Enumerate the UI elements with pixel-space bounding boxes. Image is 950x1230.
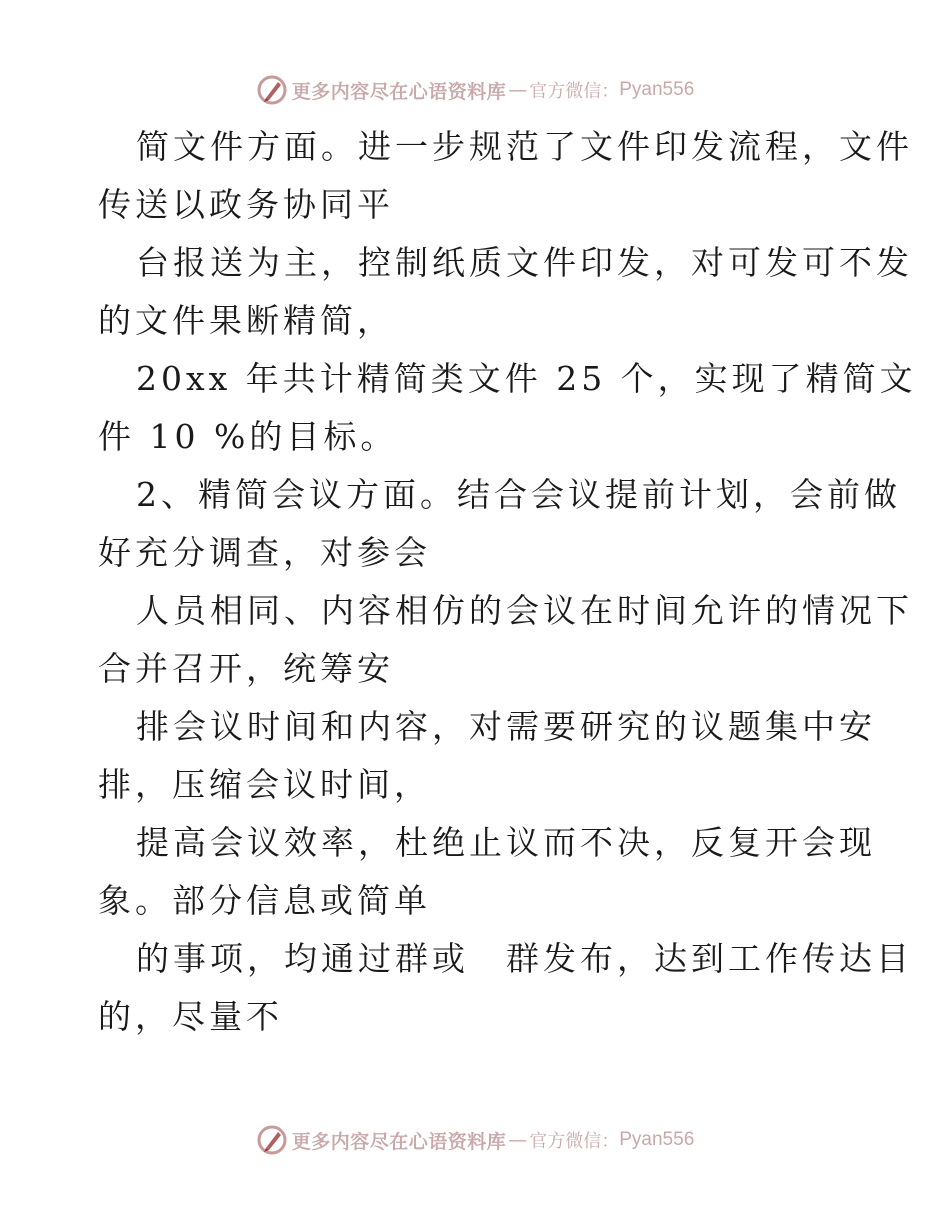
body-line: 的事项，均通过群或 群发布，达到工作传达目 (136, 939, 913, 978)
footer-wechat-id: Pyan556 (619, 1129, 695, 1150)
body-line: 的，尽量不 (98, 997, 283, 1036)
body-line: 好充分调查，对参会 (98, 533, 431, 572)
pen-logo-icon (256, 74, 288, 106)
footer-separator: — (508, 1129, 528, 1151)
header-banner (0, 70, 950, 110)
body-line: 人员相同、内容相仿的会议在时间允许的情况下 (136, 591, 913, 630)
document-body (98, 118, 917, 1046)
body-line: 提高会议效率，杜绝止议而不决，反复开会现 (136, 823, 876, 862)
pen-logo-icon (256, 1124, 288, 1156)
footer-site-text: 更多内容尽在心语资料库 (291, 1130, 507, 1153)
body-line: 简文件方面。进一步规范了文件印发流程，文件 (136, 127, 913, 166)
body-line: 20xx 年共计精简类文件 25 个，实现了精简文 (136, 359, 917, 398)
body-line: 台报送为主，控制纸质文件印发，对可发可不发 (136, 243, 913, 282)
body-line: 合并召开，统筹安 (98, 649, 394, 688)
body-line: 传送以政务协同平 (98, 185, 394, 224)
body-line: 排会议时间和内容，对需要研究的议题集中安 (136, 707, 876, 746)
header-site-text: 更多内容尽在心语资料库 (291, 80, 507, 103)
header-official-label: 官方微信： (529, 81, 620, 102)
body-line: 2、精简会议方面。结合会议提前计划，会前做 (136, 475, 901, 514)
footer-banner (0, 1120, 950, 1160)
footer-official-label: 官方微信： (529, 1131, 620, 1152)
body-line: 件 10 %的目标。 (98, 417, 398, 456)
body-line: 排，压缩会议时间， (98, 765, 431, 804)
body-line: 的文件果断精简， (98, 301, 394, 340)
body-line: 象。部分信息或简单 (98, 881, 431, 920)
header-wechat-id: Pyan556 (619, 79, 695, 100)
header-separator: — (508, 79, 528, 101)
